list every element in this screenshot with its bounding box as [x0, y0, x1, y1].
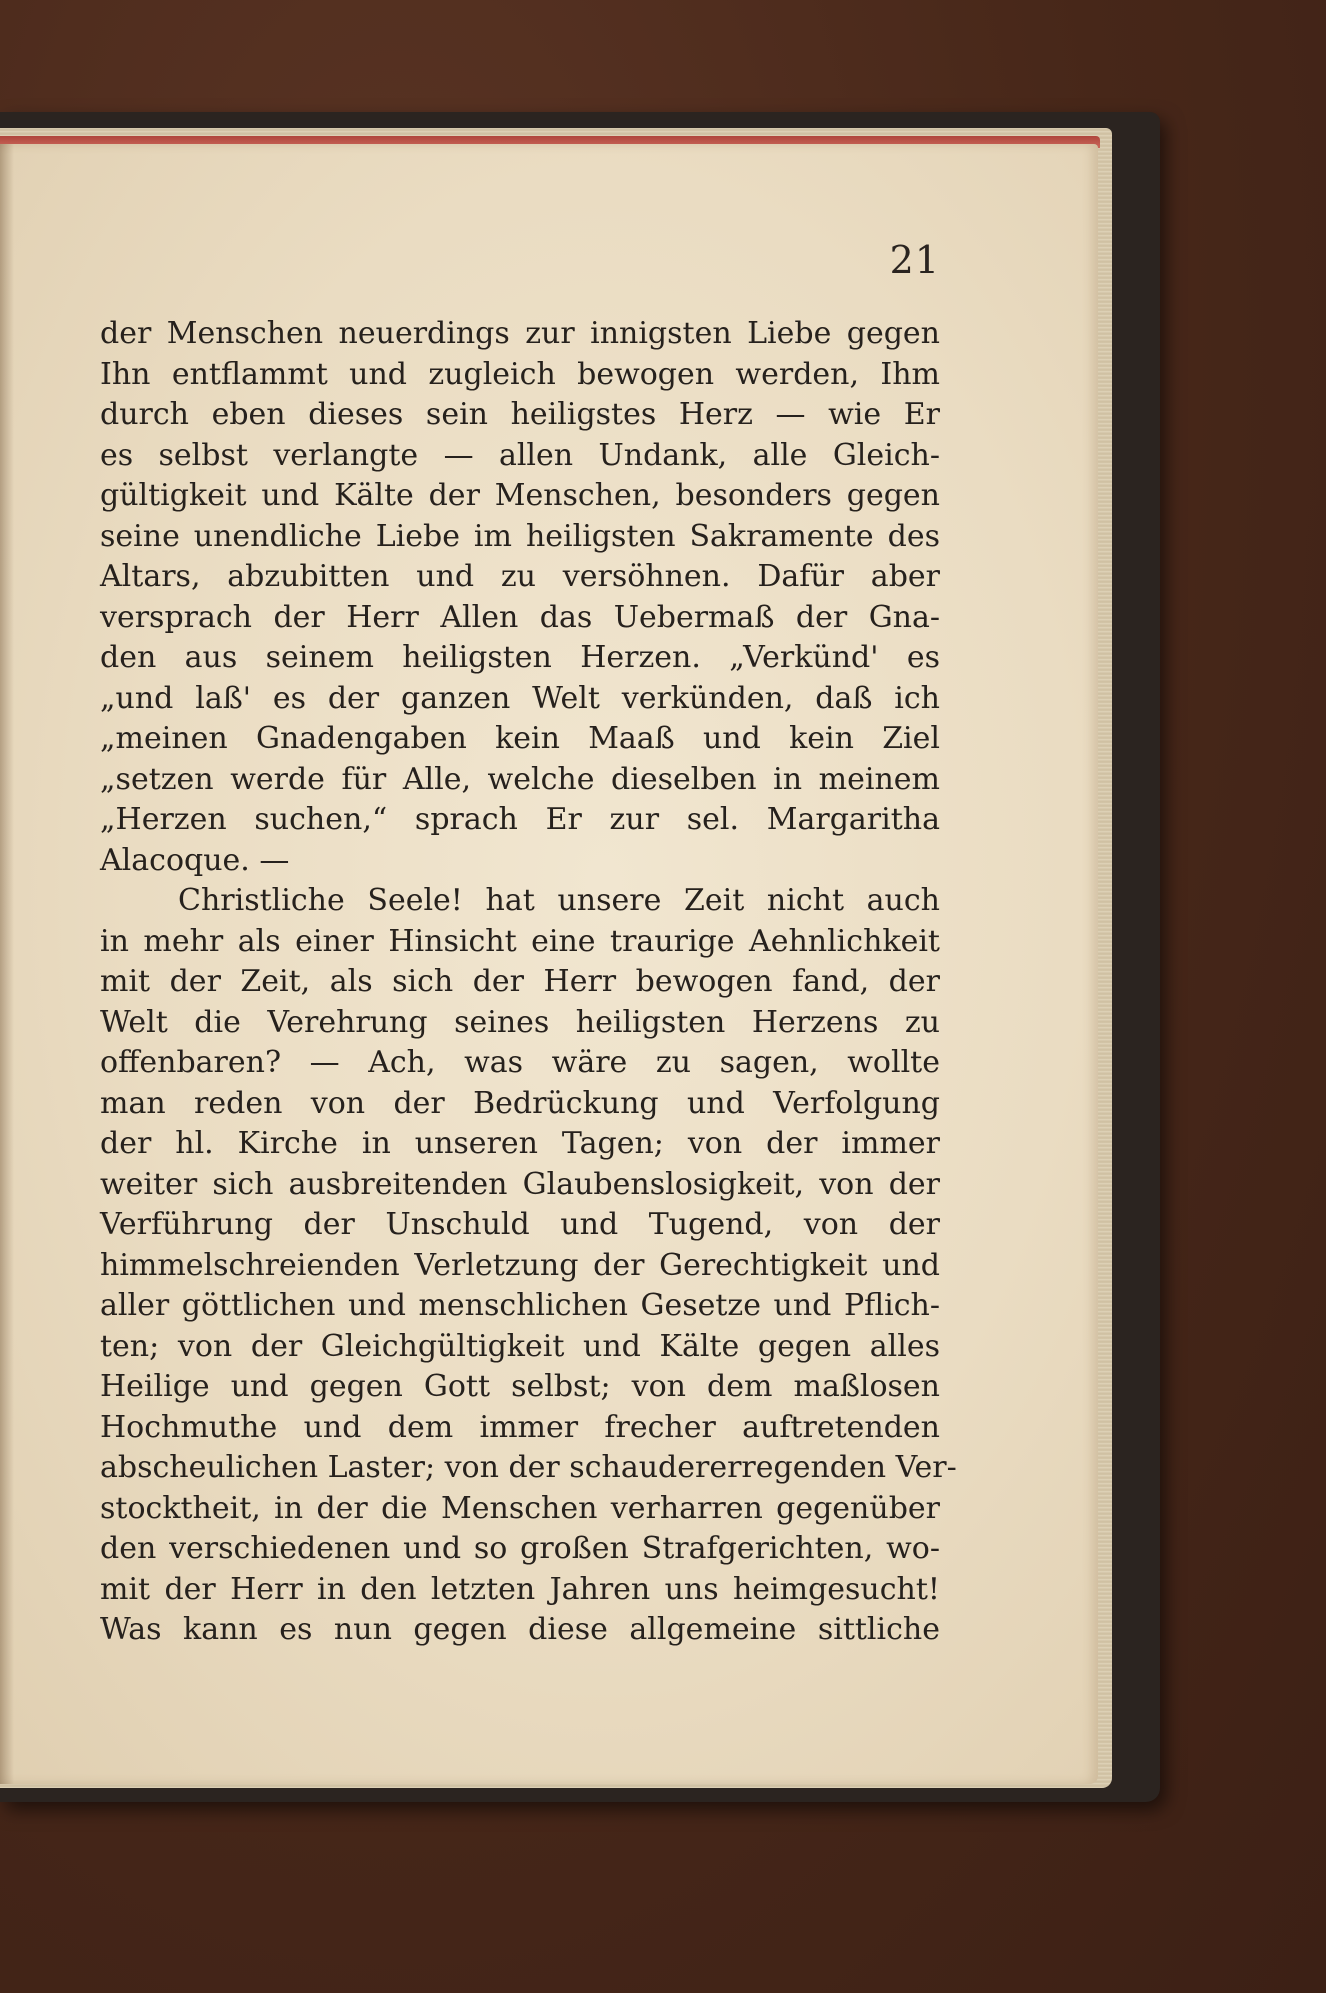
text-line: gültigkeit und Kälte der Menschen, besonders gegen [100, 478, 940, 513]
text-line: offenbaren? — Ach, was wäre zu sagen, wollte [100, 1045, 940, 1080]
text-line: seine unendliche Liebe im heiligsten Sakramente des [100, 518, 940, 554]
text-line: Alacoque. — [100, 842, 290, 878]
text-line: der hl. Kirche in unseren Tagen; von der immer [100, 1126, 940, 1161]
text-line: himmelschreienden Verletzung der Gerechtigkeit und [100, 1247, 940, 1283]
text-line: Hochmuthe und dem immer frecher auftretenden [100, 1409, 940, 1445]
text-line: weiter sich ausbreitenden Glaubenslosigkeit, von der [100, 1166, 940, 1202]
text-line: Christliche Seele! hat unsere Zeit nicht auch [178, 883, 940, 918]
text-line: Welt die Verehrung seines heiligsten Herzens zu [100, 1004, 940, 1040]
text-line: in mehr als einer Hinsicht eine traurige Aehnlichkeit [100, 923, 940, 959]
text-line: der Menschen neuerdings zur innigsten Liebe gegen [100, 316, 940, 351]
text-line: den aus seinem heiligsten Herzen. „Verkünd' es [100, 640, 940, 675]
text-line: Verführung der Unschuld und Tugend, von der [100, 1207, 940, 1242]
text-line: „Herzen suchen,“ sprach Er zur sel. Margaritha [100, 802, 940, 837]
text-line: durch eben dieses sein heiligstes Herz — wie Er [100, 397, 940, 432]
text-line: Ihn entflammt und zugleich bewogen werden, Ihm [100, 356, 940, 392]
text-line: mit der Herr in den letzten Jahren uns heimgesucht! [100, 1571, 940, 1607]
body-text [100, 314, 957, 1651]
text-line: „setzen werde für Alle, welche dieselben in meinem [100, 761, 940, 797]
text-line: Was kann es nun gegen diese allgemeine sittliche [100, 1612, 940, 1647]
text-line: stocktheit, in der die Menschen verharren gegenüber [100, 1490, 940, 1526]
text-line: man reden von der Bedrückung und Verfolgung [100, 1085, 940, 1121]
page-number: 21 [889, 238, 940, 282]
gutter-shadow [0, 144, 14, 1784]
text-line: Altars, abzubitten und zu versöhnen. Dafür aber [100, 559, 940, 594]
text-line: ten; von der Gleichgültigkeit und Kälte gegen alles [100, 1328, 940, 1364]
text-line: „und laß' es der ganzen Welt verkünden, daß ich [100, 680, 940, 716]
text-line: den verschiedenen und so großen Strafgerichten, wo- [100, 1531, 940, 1566]
text-line: mit der Zeit, als sich der Herr bewogen fand, der [100, 964, 940, 999]
text-line: aller göttlichen und menschlichen Gesetze und Pflich- [100, 1288, 940, 1323]
text-line: Heilige und gegen Gott selbst; von dem maßlosen [100, 1369, 940, 1404]
text-line: „meinen Gnadengaben kein Maaß und kein Ziel [100, 721, 940, 756]
text-line: es selbst verlangte — allen Undank, alle Gleich- [100, 437, 940, 473]
text-line: versprach der Herr Allen das Uebermaß der Gna- [100, 599, 940, 635]
text-line: abscheulichen Laster; von der schaudererregenden Ver- [100, 1450, 957, 1485]
